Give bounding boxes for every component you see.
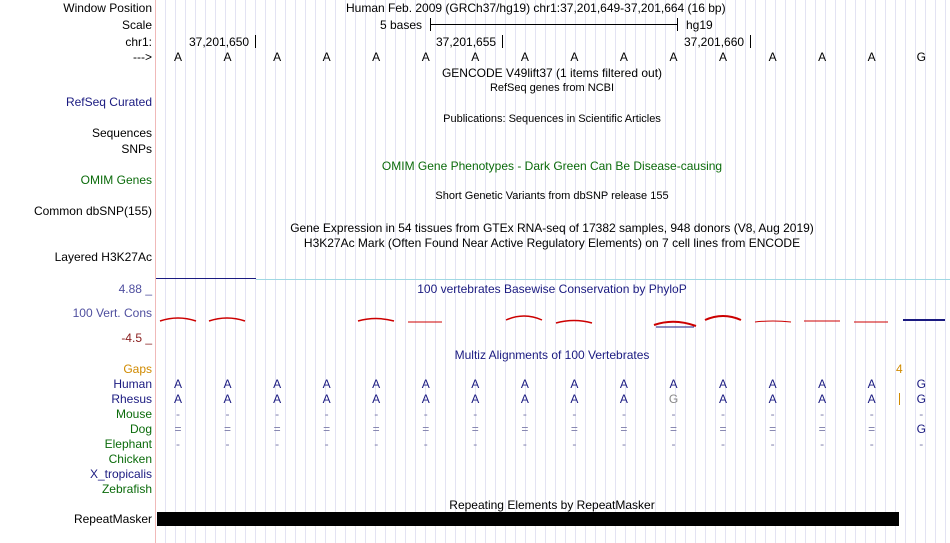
dbsnp-track-desc[interactable]: Short Genetic Variants from dbSNP release 155 xyxy=(435,190,669,202)
h3k27ac-track-label[interactable]: Layered H3K27Ac xyxy=(54,250,152,264)
alignment-base: - xyxy=(621,437,626,451)
h3k27ac-signal-line xyxy=(156,278,256,279)
alignment-base: G xyxy=(916,377,926,391)
grid-line xyxy=(915,0,916,543)
alignment-base: - xyxy=(423,437,428,451)
alignment-base: - xyxy=(721,437,726,451)
grid-line xyxy=(195,0,196,543)
coord-tick-label: 37,201,660 xyxy=(684,35,745,49)
grid-line xyxy=(645,0,646,543)
scale-bar-right-tick xyxy=(677,18,678,31)
species-label-mouse[interactable]: Mouse xyxy=(115,407,152,421)
grid-line xyxy=(695,0,696,543)
alignment-base: A xyxy=(322,392,331,406)
alignment-base: = xyxy=(422,422,430,436)
base-letter: A xyxy=(421,50,430,64)
repeatmasker-track-label[interactable]: RepeatMasker xyxy=(73,512,152,526)
scale-assembly: hg19 xyxy=(686,18,713,32)
grid-line xyxy=(725,0,726,543)
repeatmasker-block[interactable] xyxy=(157,512,899,526)
phylop-signal-curve xyxy=(160,318,196,321)
alignment-base: A xyxy=(867,392,876,406)
alignment-base: = xyxy=(521,422,529,436)
scale-text: 5 bases xyxy=(380,18,423,32)
base-letter: G xyxy=(916,50,926,64)
alignment-base: - xyxy=(869,407,874,421)
phylop-max-label: 4.88 _ xyxy=(118,282,152,296)
grid-line xyxy=(815,0,816,543)
refseq-track-label[interactable]: RefSeq Curated xyxy=(65,95,152,109)
scale-bar xyxy=(430,24,678,25)
phylop-track-desc[interactable]: 100 vertebrates Basewise Conservation by PhyloP xyxy=(417,282,687,296)
gtex-track-desc[interactable]: Gene Expression in 54 tissues from GTEx RNA-seq of 17382 samples, 948 donors (V8, Aug 2019) xyxy=(290,221,814,235)
multiz-track-desc[interactable]: Multiz Alignments of 100 Vertebrates xyxy=(454,348,650,362)
gaps-value: 4 xyxy=(896,362,903,376)
phylop-signal-curve xyxy=(209,318,245,321)
grid-line xyxy=(355,0,356,543)
alignment-base: = xyxy=(273,422,281,436)
alignment-base: A xyxy=(520,392,529,406)
phylop-signal-curve xyxy=(358,319,394,322)
scale-bar-left-tick xyxy=(430,18,431,31)
alignment-base: A xyxy=(173,377,182,391)
grid-line xyxy=(855,0,856,543)
alignment-base: A xyxy=(619,377,628,391)
species-label-human[interactable]: Human xyxy=(113,377,152,391)
alignment-base: A xyxy=(322,377,331,391)
alignment-base: = xyxy=(323,422,331,436)
base-letter: A xyxy=(768,50,777,64)
grid-line xyxy=(175,0,176,543)
grid-line xyxy=(325,0,326,543)
alignment-base: - xyxy=(820,407,825,421)
dbsnp-track-label[interactable]: Common dbSNP(155) xyxy=(33,204,152,218)
grid-line xyxy=(375,0,376,543)
alignment-base: - xyxy=(374,407,379,421)
phylop-signal-curve xyxy=(654,322,696,326)
coord-tick xyxy=(502,35,503,48)
grid-line xyxy=(875,0,876,543)
alignment-base: - xyxy=(621,407,626,421)
alignment-base: A xyxy=(273,377,282,391)
grid-line xyxy=(795,0,796,543)
coord-tick xyxy=(750,35,751,48)
species-label-rhesus[interactable]: Rhesus xyxy=(111,392,152,406)
grid-line xyxy=(305,0,306,543)
sequences-track-label[interactable]: Sequences xyxy=(91,126,152,140)
scale-label: Scale xyxy=(121,18,152,32)
alignment-base: - xyxy=(275,437,280,451)
species-label-zebrafish[interactable]: Zebrafish xyxy=(101,482,152,496)
grid-line xyxy=(295,0,296,543)
alignment-base: - xyxy=(671,437,676,451)
grid-line xyxy=(455,0,456,543)
grid-line xyxy=(895,0,896,543)
grid-line xyxy=(665,0,666,543)
omim-track-desc[interactable]: OMIM Gene Phenotypes - Dark Green Can Be Disease-causing xyxy=(381,159,723,173)
grid-line xyxy=(275,0,276,543)
alignment-base: A xyxy=(223,377,232,391)
grid-line xyxy=(675,0,676,543)
grid-line xyxy=(765,0,766,543)
grid-line xyxy=(835,0,836,543)
species-label-x_tropicalis[interactable]: X_tropicalis xyxy=(89,467,152,481)
grid-line xyxy=(205,0,206,543)
alignment-base: - xyxy=(522,437,527,451)
base-letter: A xyxy=(818,50,827,64)
alignment-base: A xyxy=(719,377,728,391)
alignment-base: - xyxy=(324,407,329,421)
grid-line xyxy=(265,0,266,543)
gencode-track-title[interactable]: GENCODE V49lift37 (1 items filtered out) xyxy=(441,66,663,80)
grid-line xyxy=(425,0,426,543)
alignment-base: A xyxy=(570,377,579,391)
strand-label: ---> xyxy=(133,50,152,64)
grid-line xyxy=(805,0,806,543)
coord-tick xyxy=(255,35,256,48)
omim-track-label[interactable]: OMIM Genes xyxy=(80,173,152,187)
alignment-base: - xyxy=(572,407,577,421)
base-letter: A xyxy=(471,50,480,64)
alignment-base: A xyxy=(669,377,678,391)
refseq-track-desc[interactable]: RefSeq genes from NCBI xyxy=(489,82,615,94)
alignment-base: - xyxy=(869,437,874,451)
alignment-base: G xyxy=(668,392,679,406)
grid-line xyxy=(925,0,926,543)
window-position-text[interactable]: Human Feb. 2009 (GRCh37/hg19) chr1:37,201,649-37,201,664 (16 bp) xyxy=(346,1,726,15)
phylop-signal xyxy=(0,300,950,340)
grid-line xyxy=(945,0,946,543)
base-letter: A xyxy=(223,50,232,64)
h3k27ac-track-desc[interactable]: H3K27Ac Mark (Often Found Near Active Regulatory Elements) on 7 cell lines from ENCODE xyxy=(303,236,801,250)
grid-line xyxy=(825,0,826,543)
phylop-signal-curve xyxy=(705,316,741,320)
base-letter: A xyxy=(173,50,182,64)
alignment-base: - xyxy=(275,407,280,421)
alignment-base: - xyxy=(522,407,527,421)
alignment-base: - xyxy=(374,437,379,451)
alignment-base: A xyxy=(768,377,777,391)
alignment-base: A xyxy=(471,392,480,406)
grid-line xyxy=(215,0,216,543)
alignment-base: A xyxy=(421,377,430,391)
alignment-base: A xyxy=(867,377,876,391)
grid-line xyxy=(845,0,846,543)
grid-line xyxy=(865,0,866,543)
alignment-base: G xyxy=(916,422,926,436)
grid-line xyxy=(625,0,626,543)
phylop-signal-curve xyxy=(755,321,791,322)
grid-line xyxy=(385,0,386,543)
repeatmasker-track-desc[interactable]: Repeating Elements by RepeatMasker xyxy=(449,498,655,512)
grid-line xyxy=(165,0,166,543)
base-letter: A xyxy=(570,50,579,64)
species-label-dog[interactable]: Dog xyxy=(129,422,152,436)
grid-line xyxy=(435,0,436,543)
species-label-chicken[interactable]: Chicken xyxy=(108,452,152,466)
grid-line xyxy=(475,0,476,543)
alignment-base: A xyxy=(818,377,827,391)
alignment-base: = xyxy=(174,422,182,436)
coord-tick-label: 37,201,655 xyxy=(436,35,497,49)
alignment-base: A xyxy=(768,392,777,406)
base-letter: A xyxy=(619,50,628,64)
grid-line xyxy=(775,0,776,543)
alignment-base: - xyxy=(671,407,676,421)
grid-line xyxy=(235,0,236,543)
alignment-base: - xyxy=(324,437,329,451)
grid-line xyxy=(755,0,756,543)
grid-line xyxy=(185,0,186,543)
gap-marker xyxy=(899,393,900,405)
alignment-base: A xyxy=(570,392,579,406)
alignment-base: A xyxy=(372,392,381,406)
phylop-min-label: -4.5 _ xyxy=(121,331,152,345)
grid-line xyxy=(715,0,716,543)
grid-line xyxy=(705,0,706,543)
alignment-base: A xyxy=(223,392,232,406)
base-letter: A xyxy=(719,50,728,64)
alignment-base: - xyxy=(473,437,478,451)
grid-line xyxy=(655,0,656,543)
alignment-base: A xyxy=(719,392,728,406)
grid-line xyxy=(785,0,786,543)
phylop-signal-curve xyxy=(506,316,542,320)
chrom-label: chr1: xyxy=(125,35,152,49)
alignment-base: = xyxy=(570,422,578,436)
grid-line xyxy=(685,0,686,543)
alignment-base: A xyxy=(619,392,628,406)
alignment-base: - xyxy=(572,437,577,451)
alignment-base: - xyxy=(770,437,775,451)
alignment-base: - xyxy=(721,407,726,421)
alignment-base: = xyxy=(620,422,628,436)
alignment-base: A xyxy=(421,392,430,406)
h3k27ac-baseline xyxy=(256,279,950,280)
window-position-label: Window Position xyxy=(63,1,152,15)
alignment-base: - xyxy=(770,407,775,421)
alignment-base: - xyxy=(225,437,230,451)
alignment-base: A xyxy=(471,377,480,391)
grid-line xyxy=(465,0,466,543)
alignment-base: - xyxy=(176,407,180,421)
grid-line xyxy=(335,0,336,543)
alignment-base: - xyxy=(919,437,924,451)
alignment-base: A xyxy=(818,392,827,406)
base-letter: A xyxy=(669,50,678,64)
coord-tick-label: 37,201,650 xyxy=(189,35,250,49)
alignment-base: = xyxy=(769,422,777,436)
grid-line xyxy=(735,0,736,543)
alignment-base: A xyxy=(173,392,182,406)
grid-line xyxy=(395,0,396,543)
alignment-base: - xyxy=(820,437,825,451)
species-label-elephant[interactable]: Elephant xyxy=(104,437,152,451)
grid-line xyxy=(285,0,286,543)
base-letter: A xyxy=(867,50,876,64)
alignment-base: G xyxy=(916,392,926,406)
alignment-base: - xyxy=(225,407,230,421)
base-letter: A xyxy=(322,50,331,64)
grid-line xyxy=(405,0,406,543)
grid-line xyxy=(485,0,486,543)
alignment-base: A xyxy=(520,377,529,391)
grid-line xyxy=(245,0,246,543)
alignment-base: - xyxy=(919,407,924,421)
grid-line xyxy=(635,0,636,543)
grid-line xyxy=(745,0,746,543)
alignment-base: = xyxy=(669,422,677,436)
alignment-base: A xyxy=(372,377,381,391)
alignment-base: - xyxy=(473,407,478,421)
grid-line xyxy=(905,0,906,543)
grid-line xyxy=(615,0,616,543)
gaps-label: Gaps xyxy=(123,362,152,376)
grid-line xyxy=(345,0,346,543)
base-letter: A xyxy=(372,50,381,64)
alignment-base: - xyxy=(176,437,180,451)
grid-line xyxy=(885,0,886,543)
grid-line xyxy=(255,0,256,543)
alignment-base: = xyxy=(224,422,232,436)
alignment-base: = xyxy=(719,422,727,436)
phylop-track-label[interactable]: 100 Vert. Cons xyxy=(72,306,152,320)
base-letter: A xyxy=(273,50,282,64)
grid-line xyxy=(415,0,416,543)
alignment-base: - xyxy=(423,407,428,421)
snps-track-label[interactable]: SNPs xyxy=(121,142,152,156)
grid-line xyxy=(315,0,316,543)
alignment-base: = xyxy=(471,422,479,436)
track-label-divider xyxy=(155,0,156,543)
alignment-base: A xyxy=(273,392,282,406)
alignment-base: = xyxy=(372,422,380,436)
grid-line xyxy=(365,0,366,543)
grid-line xyxy=(935,0,936,543)
alignment-base: = xyxy=(868,422,876,436)
publications-track-desc[interactable]: Publications: Sequences in Scientific Articles xyxy=(443,113,661,125)
grid-line xyxy=(445,0,446,543)
grid-line xyxy=(225,0,226,543)
base-letter: A xyxy=(520,50,529,64)
alignment-base: = xyxy=(818,422,826,436)
phylop-signal-curve xyxy=(556,321,592,324)
